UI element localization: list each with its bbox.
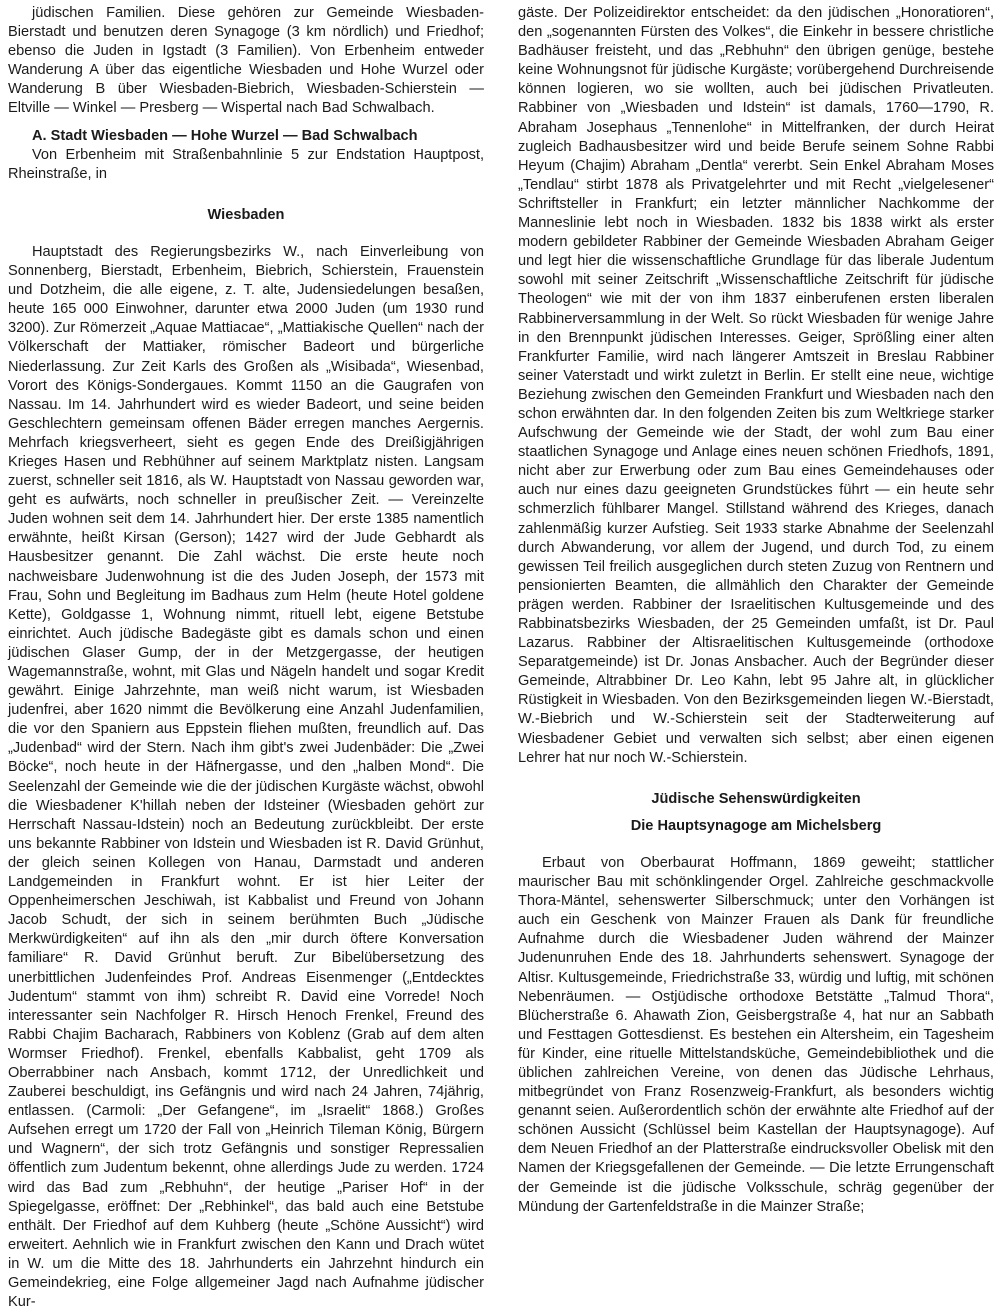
city-heading: Wiesbaden <box>207 206 285 223</box>
route-heading: A. Stadt Wiesbaden — Hohe Wurzel — Bad Schwalbach <box>32 127 418 144</box>
continued-paragraph: gäste. Der Polizeidirektor entscheidet: da den jüdischen „Honoratioren“, den „sogenannten Fürsten des Volkes“, die Einkehr in bessere christliche Badhäuser freisteht, und das „Rebhuhn“ den übrigen genüge, bestehe keine Wohnungsnot für jüdische Kurgäste; vorübergehend Durchreisende können logieren, wo sie wollten, auch bei jüdischen Privatleuten. Rabbiner von „Wiesbaden und Idstein“ ist damals, 1760—1790, R. Abraham Josephaus „Tennenlohe“ in Mittelfranken, der durch Heirat zugleich Badhausbesitzer wird und beide Berufe seinem Sohne Rabbi Heyum (Chajim) Abraham „Dentla“ vererbt. Sein Enkel Abraham Moses „Tendlau“ stirbt 1878 als Privatgelehrter und mit Recht „vielgelesener“ Schriftsteller in Frankfurt; ein letzter männlicher Nachkomme der Manneslinie lebt noch in Wiesbaden. 1832 bis 1838 wirkt als erster modern gebildeter Rabbiner der Gemeinde Wiesbaden Abraham Geiger und legt hier die wissenschaftliche Grundlage für das liberale Judentum sowohl mit seiner Zeitschrift „Wissenschaftliche Zeitschrift für jüdische Theologen“ wie mit der von ihm 1837 einberufenen ersten liberalen Rabbinerversammlung in der Welt. So rückt Wiesbaden für wenige Jahre in den Brennpunkt jüdischen Interesses. Geiger, Sprößling einer alten Frankfurter Familie, wird nach längerer Amtszeit in Breslau Rabbiner seiner Vaterstadt und wirkt zuletzt in Berlin. Er stellt eine neue, wichtige Beziehung zwischen den Gemeinden Frankfurt und Wiesbaden nach den schon erwähnten dar. In den folgenden Zeiten bis zum Weltkriege starker Aufschwung der Gemeinde wie der Stadt, der wohl zum Bau einer staatlichen Synagoge und Anlage eines neuen schönen Friedhofs, 1891, nicht aber zur Erwerbung oder zum Bau eines Gemeindehauses oder auch nur eines dazu geeigneten Grundstückes führt — ein heute sehr schmerzlich fühlbarer Mangel. Stillstand während des Krieges, danach zahlenmäßig kurzer Aufstieg. Seit 1933 starke Abnahme der Seelenzahl durch Abwanderung, vor allem der Jugend, und durch Tod, zu einem gewissen Teil freilich ausgeglichen durch steten Zuzug von Rentnern und pensionierten Beamten, die allmählich den Charakter der Gemeinde prägen werden. Rabbiner der Israelitischen Kultusgemeinde und des Rabbinatsbezirks Wiesbaden, der 25 Gemeinden umfaßt, ist Dr. Paul Lazarus. Rabbiner der Altisraelitischen Kultusgemeinde (orthodoxe Separatgemeinde) ist Dr. Jonas Ansbacher. Auch der Begründer dieser Gemeinde, Altrabbiner Dr. Leo Kahn, lebt 95 Jahre alt, in glücklicher Rüstigkeit in Wiesbaden. Von den Bezirksgemeinden liegen W.-Bierstadt, W.-Biebrich und W.-Schierstein seit der Stadterweiterung auf Wiesbadener Gebiet und verwalten sich selbst; aber einen eigenen Lehrer hat nur noch W.-Schierstein. <box>518 5 994 766</box>
synagogue-paragraph: Erbaut von Oberbaurat Hoffmann, 1869 geweiht; stattlicher maurischer Bau mit schönklingender Orgel. Zahlreiche geschmackvolle Thora-Mäntel, sehenswerter Silberschmuck; unter den Vorhängen ist auch ein Geschenk von Mainzer Frauen als Dank für freundliche Aufnahme durch die Wiesbadener Juden während der Mainzer Judenunruhen Ende des 18. Jahrhunderts sehenswert. Synagoge der Altisr. Kultusgemeinde, Friedrichstraße 33, würdig und luftig, mit schönen Nebenräumen. — Ostjüdische orthodoxe Betstätte „Talmud Thora“, Blücherstraße 6. Ahawath Zion, Geisbergstraße 4, hat nur an Sabbath und Festtagen Gottesdienst. Es bestehen ein Altersheim, ein Tagesheim für Kinder, eine rituelle Mittelstandsküche, Gemeindebibliothek und die üblichen zahlreichen Vereine, von denen das Jüdische Lehrhaus, mitbegründet von Franz Rosenzweig-Frankfurt, als besonders wichtig genannt seien. Außerordentlich schön der erwähnte alte Friedhof auf der schönen Aussicht (Schlüssel beim Kastellan der Hauptsynagoge). Auf dem Neuen Friedhof an der Platterstraße eindrucksvoller Obelisk mit den Namen der Kriegsgefallenen der Gemeinde. — Die letzte Errungenschaft der Gemeinde ist die jüdische Volksschule, schräg gegenüber der Mündung der Gartenfeldstraße in die Mainzer Straße; <box>518 854 994 1215</box>
history-paragraph: Hauptstadt des Regierungsbezirks W., nach Einverleibung von Sonnenberg, Bierstadt, Erbenheim, Biebrich, Schierstein, Frauenstein und Dotzheim, die alle eigene, z. T. alte, Judensiedelungen besaßen, heute 165 000 Einwohner, darunter etwa 2000 Juden (um 1930 rund 3200). Zur Römerzeit „Aquae Mattiacae“, „Mattiakische Quellen“ nach der Völkerschaft der Mattiaker, römischer Badeort und bürgerliche Niederlassung. Zur Zeit Karls des Großen als „Wisibada“, Wiesenbad, Vorort des Königs-Sondergaues. Kommt 1150 an die Gaugrafen von Nassau. Im 14. Jahrhundert wird es wieder Badeort, und seine beiden Geschlechtern gemeinsam offenen Bäder erregen manches Aergernis. Mehrfach kriegsverheert, sieht es gegen Ende des Dreißigjährigen Krieges Hasen und Rebhühner auf seinem Marktplatz nisten. Langsam zuerst, schneller seit 1816, als W. Hauptstadt von Nassau geworden war, geht es aufwärts, noch schneller in preußischer Zeit. — Vereinzelte Juden wohnen seit dem 14. Jahrhundert hier. Der erste 1385 namentlich erwähnte, heißt Kirsan (Gerson); 1427 wird der Jude Gebhardt als Hausbesitzer genannt. Die Zahl wächst. Die erste heute noch nachweisbare Judenwohnung ist die des Juden Joseph, der 1573 mit Frau, Sohn und Begleitung im Badhaus zum Helm (heute Hotel goldene Kette), Goldgasse 1, Wohnung nimmt, rituell lebt, eigene Betstube einrichtet. Auch jüdische Badegäste gibt es damals schon und einen jüdischen Glaser Gump, der in der Metzgergasse, der heutigen Wagemannstraße, wohnt, mit Glas und Nägeln handelt und sogar Kredit gewährt. Einige Jahrzehnte, man weiß nicht warum, ist Wiesbaden judenfrei, aber 1620 nimmt die Bevölkerung eine Anzahl Judenfamilien, die vor den Spaniern aus Eppstein fliehen mußten, freundlich auf. Das „Judenbad“ wird der Stern. Nach ihm gibt's zwei Judenbäder: Die „Zwei Böcke“, noch heute in der Häfnergasse, und den „halben Mond“. Die Seelenzahl der Gemeinde wie die der jüdischen Kurgäste wächst, obwohl die Wiesbadener K'hillah neben der Idsteiner (Wiesbaden gehört zur Herrschaft Nassau-Idstein) noch an Bedeutung zurückbleibt. Der erste uns bekannte Rabbiner von Idstein und Wiesbaden ist R. David Grünhut, der gleich seinen Kollegen von Hanau, Darmstadt und anderen Landgemeinden in Frankfurt wohnt. Er ist hier Leiter der Oppenheimerschen Jeschiwah, ist Kabbalist und Freund von Johann Jacob Schudt, der sich in seinem berühmten Buch „Jüdische Merkwürdigkeiten“ auf ihn als den „mir durch öftere Konversation familiare“ R. David Grünhut beruft. Zur Bibelübersetzung des unerbittlichen Judenfeindes Prof. Andreas Eisenmenger („Entdecktes Judentum“ stammt von ihm) schreibt R. David eine Vorrede! Noch interessanter sein Nachfolger R. Hirsch Henoch Frenkel, Freund des Rabbi Chajim Bacharach, Rabbiners von Koblenz (Grab auf dem alten Wormser Friedhof). Frenkel, ebenfalls Kabbalist, geht 1709 als Oberrabbiner nach Ansbach, kommt 1712, der Unredlichkeit und Zauberei beschuldigt, ins Gefängnis und wird nach 24 Jahren, 74jährig, entlassen. (Carmoli: „Der Gefangene“, im „Israelit“ 1868.) Großes Aufsehen erregt um 1720 der Fall von „Heinrich Tileman König, Bürgern und Wagnern“, der sich trotz Gefängnis und sonstiger Repressalien öffentlich zum Judentum bekennt, ohne allerdings Jude zu werden. 1724 wird das Bad zum „Rebhuhn“, der heutige „Pariser Hof“ in der Spiegelgasse, eröffnet: Der „Rebhinkel“, das bald auch eine Betstube enthält. Der Friedhof auf dem Kuhberg (heute „Schöne Aussicht“) wird erweitert. Aehnlich wie in Frankfurt zwischen den Kann und Drach wütet in W. um die Mitte des 18. Jahrhunderts ein Jahrzehnt hindurch ein Gemeindekrieg, eine Folge allgemeiner Jagd nach Aufnahme jüdischer Kur- <box>8 243 484 1311</box>
intro-paragraph: jüdischen Familien. Diese gehören zur Gemeinde Wiesbaden-Bierstadt und benutzen deren Synagoge (3 km nördlich) und Friedhof; ebenso die Juden in Igstadt (3 Familien). Von Erbenheim entweder Wanderung A über das eigentliche Wiesbaden und Hohe Wurzel oder Wanderung B über Wiesbaden-Biebrich, Wiesbaden-Schierstein — Eltville — Winkel — Presberg — Wispertal nach Bad Schwalbach. <box>8 5 484 117</box>
left-column <box>8 4 484 1311</box>
sights-heading: Jüdische Sehenswürdigkeiten <box>651 790 861 807</box>
route-paragraph: Von Erbenheim mit Straßenbahnlinie 5 zur Endstation Hauptpost, Rheinstraße, in <box>8 146 484 182</box>
synagogue-heading: Die Hauptsynagoge am Michelsberg <box>630 817 882 834</box>
right-column <box>518 4 994 1224</box>
